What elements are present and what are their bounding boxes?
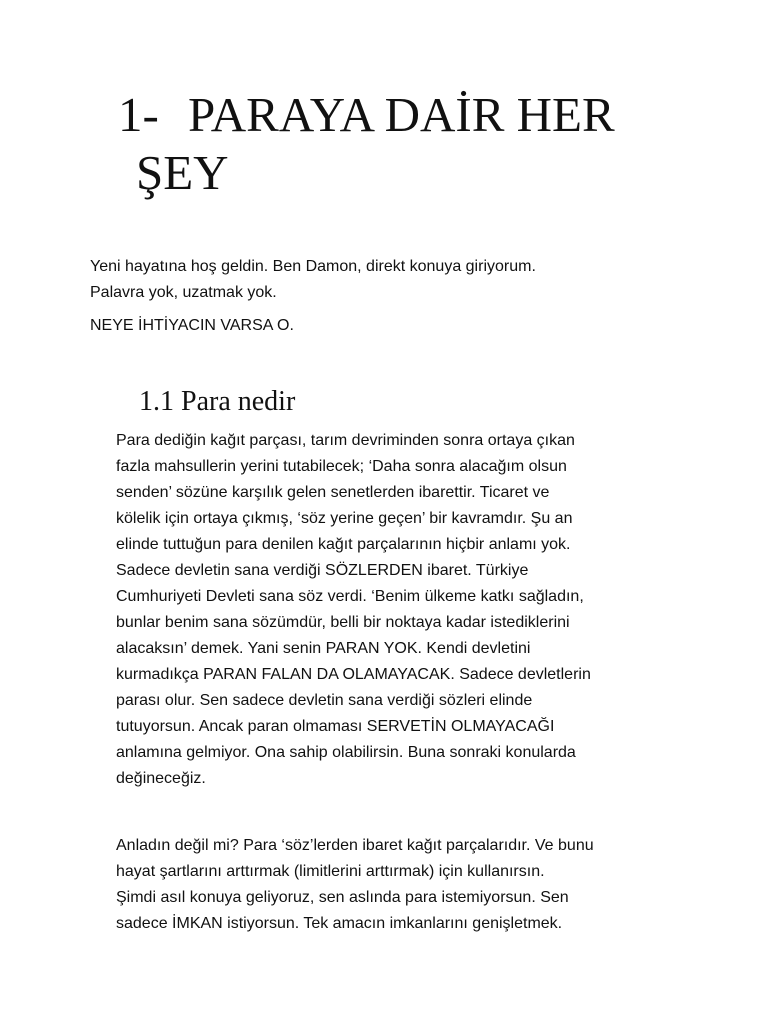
- paragraph-line: kurmadıkça PARAN FALAN DA OLAMAYACAK. Sadece devletlerin: [116, 666, 591, 683]
- section-paragraph-2: [116, 833, 686, 937]
- paragraph-line: sadece İMKAN istiyorsun. Tek amacın imkanlarını genişletmek.: [116, 915, 563, 932]
- intro-line: Yeni hayatına hoş geldin. Ben Damon, direkt konuya giriyorum.: [90, 258, 536, 275]
- paragraph-line: Cumhuriyeti Devleti sana söz verdi. ‘Benim ülkeme katkı sağladın,: [116, 588, 584, 605]
- intro-paragraph: [90, 254, 690, 306]
- paragraph-line: senden’ sözüne karşılık gelen senetlerden ibarettir. Ticaret ve: [116, 484, 550, 501]
- paragraph-line: elinde tuttuğun para denilen kağıt parçalarının hiçbir anlamı yok.: [116, 536, 571, 553]
- chapter-heading: [118, 86, 718, 202]
- chapter-title-line1: PARAYA DAİR HER: [188, 87, 615, 142]
- paragraph-line: Sadece devletin sana verdiği SÖZLERDEN ibaret. Türkiye: [116, 562, 529, 579]
- section-title: 1.1 Para nedir: [139, 386, 296, 417]
- paragraph-line: Para dediğin kağıt parçası, tarım devriminden sonra ortaya çıkan: [116, 432, 575, 449]
- paragraph-line: Anladın değil mi? Para ‘söz’lerden ibaret kağıt parçalarıdır. Ve bunu: [116, 837, 594, 854]
- intro-line: Palavra yok, uzatmak yok.: [90, 284, 277, 301]
- section-paragraph-1: [116, 428, 686, 792]
- paragraph-line: anlamına gelmiyor. Ona sahip olabilirsin. Buna sonraki konularda: [116, 744, 576, 761]
- paragraph-line: tutuyorsun. Ancak paran olmaması SERVETİN OLMAYACAĞI: [116, 718, 555, 735]
- paragraph-line: parası olur. Sen sadece devletin sana verdiği sözleri elinde: [116, 692, 533, 709]
- paragraph-line: hayat şartlarını arttırmak (limitlerini arttırmak) için kullanırsın.: [116, 863, 545, 880]
- paragraph-line: Şimdi asıl konuya geliyoruz, sen aslında para istemiyorsun. Sen: [116, 889, 569, 906]
- chapter-number: 1-: [118, 87, 159, 142]
- intro-statement: NEYE İHTİYACIN VARSA O.: [90, 317, 294, 334]
- chapter-title-line2: ŞEY: [136, 145, 229, 200]
- paragraph-line: bunlar benim sana sözümdür, belli bir noktaya kadar istediklerini: [116, 614, 570, 631]
- paragraph-line: değineceğiz.: [116, 770, 206, 787]
- paragraph-line: alacaksın’ demek. Yani senin PARAN YOK. Kendi devletini: [116, 640, 531, 657]
- paragraph-line: fazla mahsullerin yerini tutabilecek; ‘Daha sonra alacağım olsun: [116, 458, 567, 475]
- paragraph-line: kölelik için ortaya çıkmış, ‘söz yerine geçen’ bir kavramdır. Şu an: [116, 510, 573, 527]
